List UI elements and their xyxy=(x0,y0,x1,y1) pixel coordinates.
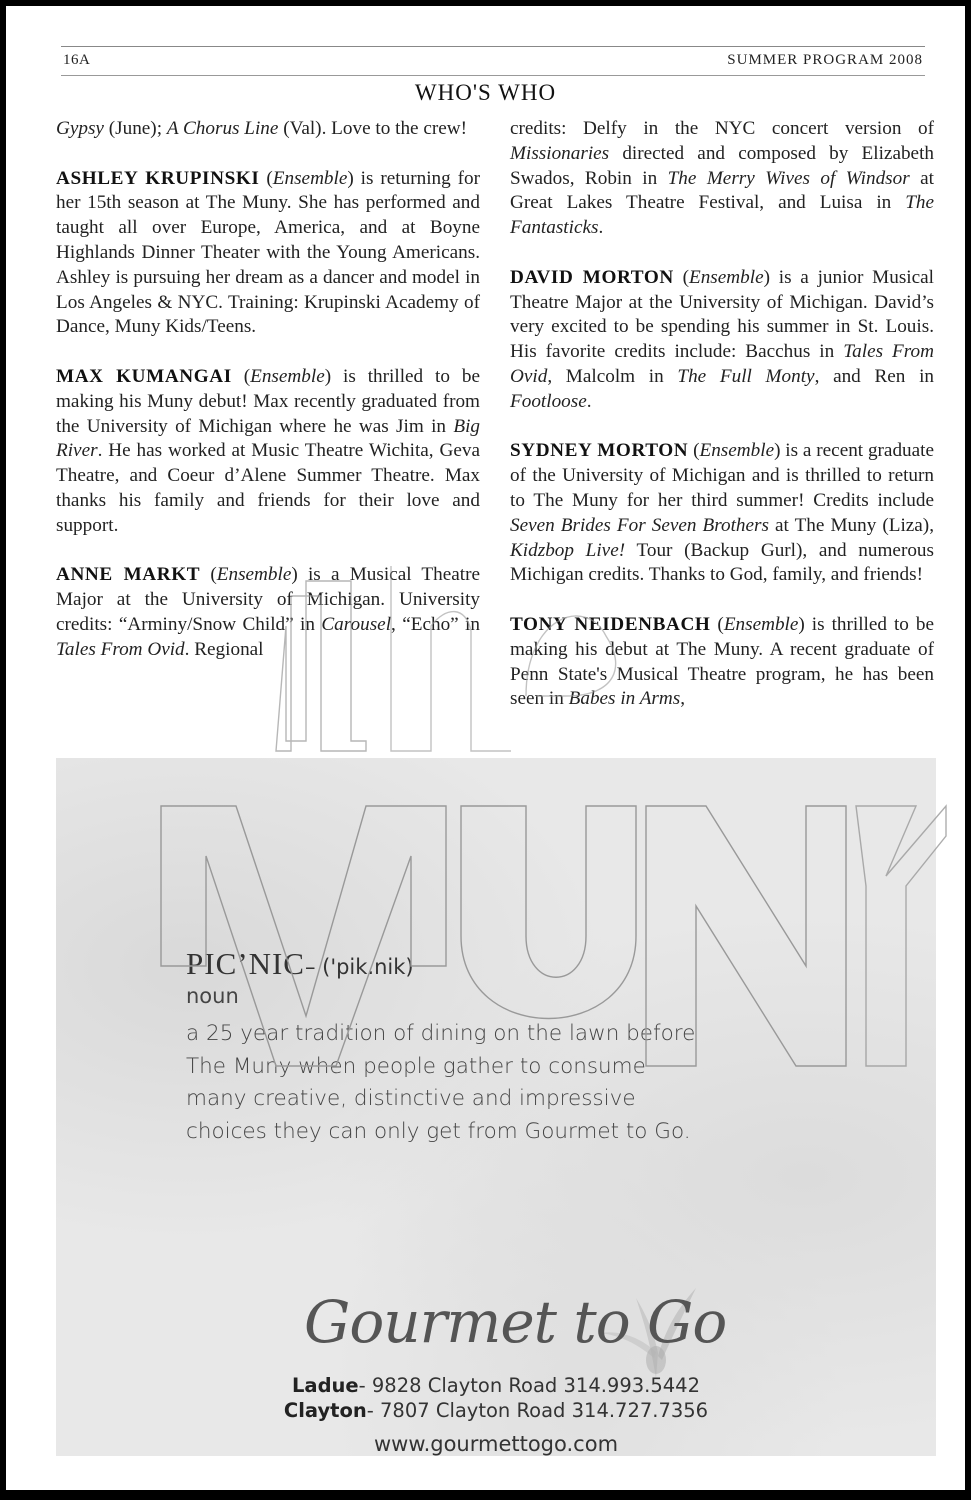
show-title: Kidzbop Live! xyxy=(510,539,626,561)
bio-text: . He has worked at Music Theatre Wichita, Geva Theatre, and Coeur d’Alene Summer Theatre. Max thanks his family and friends for their love and support. xyxy=(56,440,480,536)
ad-headword xyxy=(186,946,414,982)
performer-role: Ensemble xyxy=(272,167,348,189)
show-title: A Chorus Line xyxy=(166,118,279,139)
definition-line: a 25 year tradition of dining on the lawn before xyxy=(186,1021,696,1046)
bio-text: is thrilled to be making his debut at The Muny. A recent graduate of Penn State's Musical Theatre program, he has been seen in xyxy=(510,613,934,710)
left-column xyxy=(56,117,480,687)
section-title: WHO'S WHO xyxy=(414,80,557,105)
show-title: The Fantasticks xyxy=(510,192,934,239)
bio-continuation xyxy=(56,117,480,142)
page-number: 16A xyxy=(63,52,91,68)
show-title: Tales From Ovid xyxy=(56,638,185,660)
bio-entry: ANNE MARKT (Ensemble) is a Musical Theatre Major at the University of Michigan. University credits: “Arminy/Snow Child” in Carousel, “Echo” in Tales From Ovid. Regional xyxy=(56,564,480,660)
bio-text: at Great Lakes Theatre Festival, and Luisa in xyxy=(510,167,934,214)
performer-name: ASHLEY KRUPINSKI xyxy=(56,167,260,189)
bio-text: . xyxy=(586,390,592,412)
part-of-speech: noun xyxy=(186,984,239,1008)
performer-name: SYDNEY MORTON xyxy=(510,440,689,462)
bio-text: is a junior Musical Theatre Major at the University of Michigan. David’s very excited to be spending his summer in St. Louis. His favorite credits include: Bacchus in xyxy=(510,266,934,363)
show-title: Seven Brides For Seven Brothers xyxy=(510,514,769,536)
performer-role: Ensemble xyxy=(699,440,775,462)
publication-name: SUMMER PROGRAM 2008 xyxy=(727,52,923,68)
bio-entry: MAX KUMANGAI (Ensemble) is thrilled to be making his Muny debut! Max recently graduated from the University of Michigan where he was Jim in Big River. He has worked at Music Theatre Wichita, Geva Theatre, and Coeur d’Alene Summer Theatre. Max thanks his family and friends for their love and support. xyxy=(56,365,481,536)
bio-text: directed and composed by Elizabeth Swados, Robin in xyxy=(510,142,934,189)
definition-line: The Muny when people gather to consume xyxy=(186,1053,646,1079)
bio-text: at The Muny (Liza), xyxy=(768,514,934,536)
gourmet-to-go-advertisement xyxy=(56,758,936,1456)
show-title: Footloose xyxy=(510,390,587,412)
show-title: Tales From Ovid xyxy=(510,341,934,387)
bio-entry: SYDNEY MORTON (Ensemble) is a recent graduate of the University of Michigan and is thrilled to return to The Muny for her third summer! Credits include Seven Brides For Seven Brothers at The Muny (Liza), Kidzbop Live! Tour (Backup Gurl), and numerous Michigan credits. Thanks to God, family, and friends! xyxy=(510,440,935,586)
bio-continuation xyxy=(510,117,934,241)
pronunciation: – ('pik.nik) xyxy=(304,955,414,979)
show-title: Carousel xyxy=(321,613,392,635)
bio-text: is thrilled to be making his Muny debut! Max recently graduated from the University of Michigan where he was Jim in xyxy=(56,365,481,437)
bio-entry: TONY NEIDENBACH (Ensemble) is thrilled to be making his debut at The Muny. A recent graduate of Penn State's Musical Theatre program, he has been seen in Babes in Arms, xyxy=(510,613,934,710)
performer-name: TONY NEIDENBACH xyxy=(510,613,711,635)
definition-line: choices they can only get from Gourmet to Go. xyxy=(186,1118,691,1144)
performer-role: Ensemble xyxy=(688,266,764,288)
bio-text: is returning for her 15th season at The Muny. She has performed and taught all over Europe, America, and at Boyne Highlands Dinner Theater with the Young Americans. Ashley is pursuing her dream as a dancer and model in Los Angeles & NYC. Training: Krupinski Academy of Dance, Muny Kids/Teens. xyxy=(56,167,480,338)
performer-role: Ensemble xyxy=(723,613,799,635)
headword: PIC’NIC xyxy=(186,946,305,981)
bio-text: Tour (Backup Gurl), and numerous Michigan credits. Thanks to God, family, and friends! xyxy=(510,539,934,586)
location-ladue xyxy=(56,1374,936,1397)
performer-role: Ensemble xyxy=(250,365,325,387)
bio-text: is a Musical Theatre Major at the University of Michigan. University credits: “Arminy/Snow Child” in xyxy=(56,564,480,635)
running-header xyxy=(61,46,925,76)
performer-name: MAX KUMANGAI xyxy=(56,365,232,387)
bio-text: (Val). Love to the crew! xyxy=(278,118,468,139)
show-title: Babes in Arms xyxy=(568,688,681,710)
bio-text: (June); xyxy=(103,118,167,139)
gourmet-to-go-logo: Gourmet to Go xyxy=(304,1288,727,1356)
show-title: Missionaries xyxy=(510,142,610,164)
definition-line: many creative, distinctive and impressive xyxy=(186,1086,636,1111)
bio-text: , Malcolm in xyxy=(547,365,678,387)
location-phone: 314.727.7356 xyxy=(571,1399,709,1422)
bio-text: is a recent graduate of the University of Michigan and is thrilled to return to The Muny for her third summer! Credits include xyxy=(510,440,935,511)
performer-name: DAVID MORTON xyxy=(510,266,674,288)
location-address: - 9828 Clayton Road xyxy=(358,1374,564,1397)
location-name: Ladue xyxy=(292,1374,359,1397)
show-title: Gypsy xyxy=(56,118,104,139)
program-page xyxy=(6,6,965,1490)
website-url: www.gourmettogo.com xyxy=(373,1432,619,1456)
right-column xyxy=(510,117,934,737)
location-address: - 7807 Clayton Road xyxy=(366,1399,572,1422)
bio-text: . xyxy=(598,217,604,239)
show-title: Big River xyxy=(56,415,480,462)
location-phone: 314.993.5442 xyxy=(563,1374,700,1397)
ad-definition xyxy=(186,1018,846,1148)
show-title: The Full Monty xyxy=(677,365,815,387)
bio-text: . Regional xyxy=(184,638,264,660)
bio-entry: ASHLEY KRUPINSKI (Ensemble) is returning for her 15th season at The Muny. She has performed and taught all over Europe, America, and at Boyne Highlands Dinner Theater with the Young Americans. Ashley is pursuing her dream as a dancer and model in Los Angeles & NYC. Training: Krupinski Academy of Dance, Muny Kids/Teens. xyxy=(56,167,480,338)
bio-entry: DAVID MORTON (Ensemble) is a junior Musical Theatre Major at the University of Michigan. David’s very excited to be spending his summer in St. Louis. His favorite credits include: Bacchus in Tales From Ovid, Malcolm in The Full Monty, and Ren in Footloose. xyxy=(510,266,934,412)
performer-role: Ensemble xyxy=(216,564,292,586)
show-title: The Merry Wives of Windsor xyxy=(667,167,910,189)
bio-text: , xyxy=(680,688,685,710)
bio-text: , and Ren in xyxy=(814,365,934,387)
location-clayton xyxy=(56,1399,936,1422)
location-name: Clayton xyxy=(283,1399,367,1422)
bio-text: , “Echo” in xyxy=(391,613,480,635)
bio-text: credits: Delfy in the NYC concert version of xyxy=(510,118,934,139)
performer-name: ANNE MARKT xyxy=(56,564,201,586)
